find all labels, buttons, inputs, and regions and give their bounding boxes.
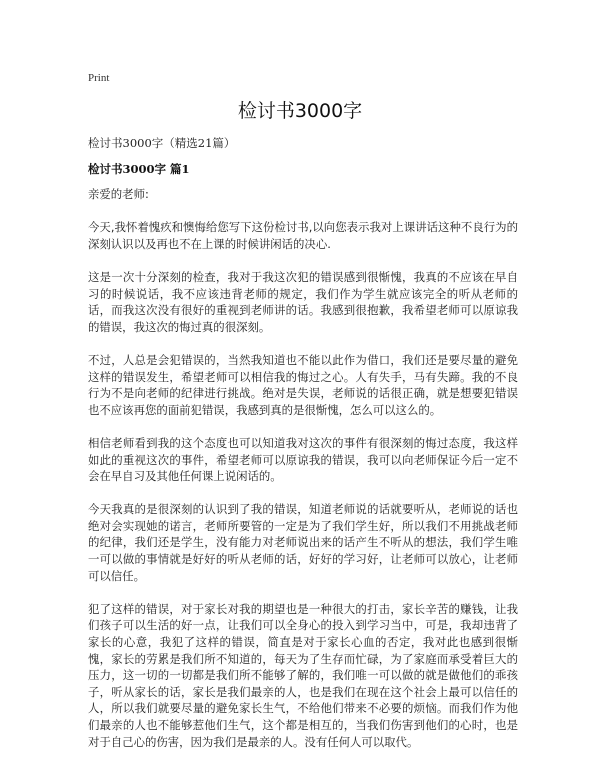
- section-heading: 检讨书3000字 篇1: [88, 162, 190, 176]
- document-body: [88, 186, 518, 767]
- paragraph: 今天我真的是很深刻的认识到了我的错误，知道老师说的话就要听从，老师说的话也绝对会实现她的诺言，老师所要管的一定是为了我们学生好，所以我们不用挑战老师的纪律，我们还是学生，没有能力对老师说出来的话产生不听从的想法，我们学生唯一可以做的事情就是好好的听从老师的话，好好的学习好，让老师可以放心，让老师可以信任。: [88, 502, 518, 583]
- paragraph: 今天,我怀着愧疚和懊悔给您写下这份检讨书,以向您表示我对上课讲话这种不良行为的深刻认识以及再也不在上课的时候讲闲话的决心.: [88, 220, 518, 251]
- paragraph: 这是一次十分深刻的检查，我对于我这次犯的错误感到很惭愧，我真的不应该在早自习的时候说话，我不应该违背老师的规定，我们作为学生就应该完全的听从老师的话，而我这次没有很好的重视到老师讲的话。我感到很抱歉，我希望老师可以原谅我的错误，我这次的悔过真的很深刻。: [88, 269, 518, 334]
- paragraph: 相信老师看到我的这个态度也可以知道我对这次的事件有很深刻的悔过态度，我这样如此的重视这次的事件，希望老师可以原谅我的错误，我可以向老师保证今后一定不会在早自习及其他任何课上说闲话的。: [88, 435, 518, 484]
- document-subtitle: 检讨书3000字（精选21篇）: [88, 136, 236, 150]
- document-title: 检讨书3000字: [237, 100, 363, 122]
- paragraph: 不过，人总是会犯错误的，当然我知道也不能以此作为借口，我们还是要尽量的避免这样的错误发生，希望老师可以相信我的悔过之心。人有失手，马有失蹄。我的不良行为不是向老师的纪律进行挑战。绝对是失误，老师说的话很正确，就是想要犯错误也不应该再您的面前犯错误，我感到真的是很惭愧，怎么可以这么的。: [88, 352, 518, 417]
- print-label[interactable]: Print: [88, 72, 110, 84]
- paragraph: 犯了这样的错误，对于家长对我的期望也是一种很大的打击，家长辛苦的赚钱，让我们孩子可以生活的好一点，让我们可以全身心的投入到学习当中，可是，我却违背了家长的心意，我犯了这样的错误，简直是对于家长心血的否定，我对此也感到很惭愧，家长的劳累是我们所不知道的，每天为了生存而忙碌，为了家庭而承受着巨大的压力，这一切的一切都是我们所不能够了解的，我们唯一可以做的就是做他们的乖孩子，听从家长的话，家长是我们最亲的人，也是我们在现在这个社会上最可以信任的人，所以我们就要尽量的避免家长生气，不给他们带来不必要的烦恼。而我们作为他们最亲的人也不能够惹他们生气，这个都是相互的，当我们伤害到他们的心时，也是对于自己心的伤害，因为我们是最亲的人。没有任何人可以取代。: [88, 601, 518, 749]
- paragraph-salutation: 亲爱的老师:: [88, 187, 149, 201]
